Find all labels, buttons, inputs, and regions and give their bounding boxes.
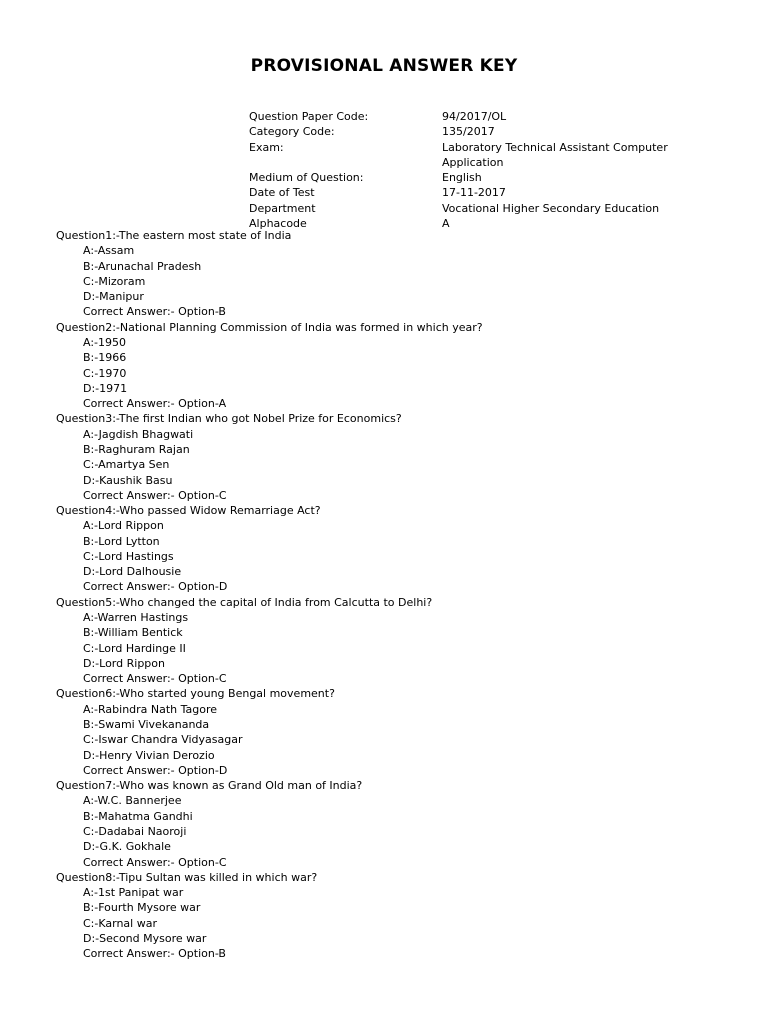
option-c: C:-Karnal war: [83, 916, 157, 930]
meta-row-medium: [249, 170, 719, 185]
question-block: [56, 320, 746, 412]
meta-label: Date of Test: [249, 186, 315, 200]
meta-value: Laboratory Technical Assistant Computer Application: [442, 140, 668, 169]
option-c: C:-Lord Hastings: [83, 549, 174, 563]
option-c: C:-Mizoram: [83, 274, 146, 288]
meta-label: Question Paper Code:: [249, 110, 369, 123]
option-d: D:-Manipur: [83, 290, 144, 304]
option-a: A:-1st Panipat war: [83, 886, 184, 900]
question-text: Question8:-Tipu Sultan was killed in which war?: [56, 870, 318, 884]
option-a: A:-W.C. Bannerjee: [83, 794, 182, 808]
meta-value: A: [442, 217, 450, 231]
question-text: Question6:-Who started young Bengal movement?: [56, 687, 335, 701]
meta-label: Medium of Question:: [249, 171, 364, 185]
meta-row-category-code: [249, 124, 719, 139]
question-list: [56, 228, 746, 962]
question-block: [56, 595, 746, 687]
correct-answer: Correct Answer:- Option-D: [83, 580, 228, 594]
option-d: D:-Lord Rippon: [83, 656, 165, 670]
meta-value: 17-11-2017: [442, 186, 506, 200]
option-b: B:-Lord Lytton: [83, 534, 160, 548]
option-d: D:-Lord Dalhousie: [83, 565, 182, 579]
option-b: B:-Arunachal Pradesh: [83, 259, 202, 273]
option-a: A:-Rabindra Nath Tagore: [83, 702, 218, 716]
question-block: [56, 778, 746, 870]
question-block: [56, 870, 746, 962]
option-a: A:-Warren Hastings: [83, 611, 189, 625]
meta-value: 135/2017: [442, 125, 495, 139]
paper-metadata: [249, 109, 719, 231]
option-c: C:-1970: [83, 366, 127, 380]
option-c: C:-Amartya Sen: [83, 458, 170, 472]
option-a: A:-Jagdish Bhagwati: [83, 427, 194, 441]
option-b: B:-Raghuram Rajan: [83, 442, 190, 456]
option-b: B:-1966: [83, 351, 127, 365]
option-c: C:-Lord Hardinge II: [83, 641, 186, 655]
meta-row-paper-code: [249, 109, 719, 124]
option-a: A:-Lord Rippon: [83, 519, 164, 533]
option-c: C:-Iswar Chandra Vidyasagar: [83, 733, 243, 747]
meta-label: Department: [249, 201, 316, 215]
option-d: D:-Kaushik Basu: [83, 473, 173, 487]
option-a: A:-1950: [83, 335, 127, 349]
option-c: C:-Dadabai Naoroji: [83, 824, 187, 838]
option-a: A:-Assam: [83, 244, 135, 258]
correct-answer: Correct Answer:- Option-C: [83, 855, 227, 869]
correct-answer: Correct Answer:- Option-A: [83, 397, 227, 411]
meta-value: 94/2017/OL: [442, 110, 507, 123]
question-block: [56, 503, 746, 595]
correct-answer: Correct Answer:- Option-D: [83, 763, 228, 777]
question-text: Question1:-The eastern most state of India: [56, 229, 292, 242]
correct-answer: Correct Answer:- Option-C: [83, 488, 227, 502]
question-text: Question4:-Who passed Widow Remarriage Act?: [56, 504, 321, 518]
meta-label: Exam:: [249, 140, 284, 154]
option-b: B:-Fourth Mysore war: [83, 901, 201, 915]
meta-row-department: [249, 201, 719, 216]
meta-row-date: [249, 185, 719, 200]
correct-answer: Correct Answer:- Option-C: [83, 672, 227, 686]
meta-value: Vocational Higher Secondary Education: [442, 201, 660, 215]
meta-label: Category Code:: [249, 125, 335, 139]
meta-label: Alphacode: [249, 217, 307, 231]
correct-answer: Correct Answer:- Option-B: [83, 947, 226, 961]
question-block: [56, 228, 746, 320]
question-block: [56, 411, 746, 503]
question-text: Question2:-National Planning Commission of India was formed in which year?: [56, 320, 483, 334]
option-d: D:-Second Mysore war: [83, 931, 207, 945]
question-text: Question7:-Who was known as Grand Old man of India?: [56, 779, 363, 793]
option-d: D:-Henry Vivian Derozio: [83, 748, 215, 762]
question-text: Question3:-The first Indian who got Nobel Prize for Economics?: [56, 412, 402, 426]
meta-value: English: [442, 171, 482, 185]
option-d: D:-1971: [83, 381, 128, 395]
option-b: B:-William Bentick: [83, 626, 183, 640]
option-d: D:-G.K. Gokhale: [83, 840, 171, 854]
meta-row-exam: [249, 140, 719, 171]
correct-answer: Correct Answer:- Option-B: [83, 305, 226, 319]
option-b: B:-Mahatma Gandhi: [83, 809, 193, 823]
page-title: PROVISIONAL ANSWER KEY: [250, 56, 518, 76]
option-b: B:-Swami Vivekananda: [83, 718, 210, 731]
question-block: [56, 686, 746, 778]
question-text: Question5:-Who changed the capital of India from Calcutta to Delhi?: [56, 595, 433, 609]
